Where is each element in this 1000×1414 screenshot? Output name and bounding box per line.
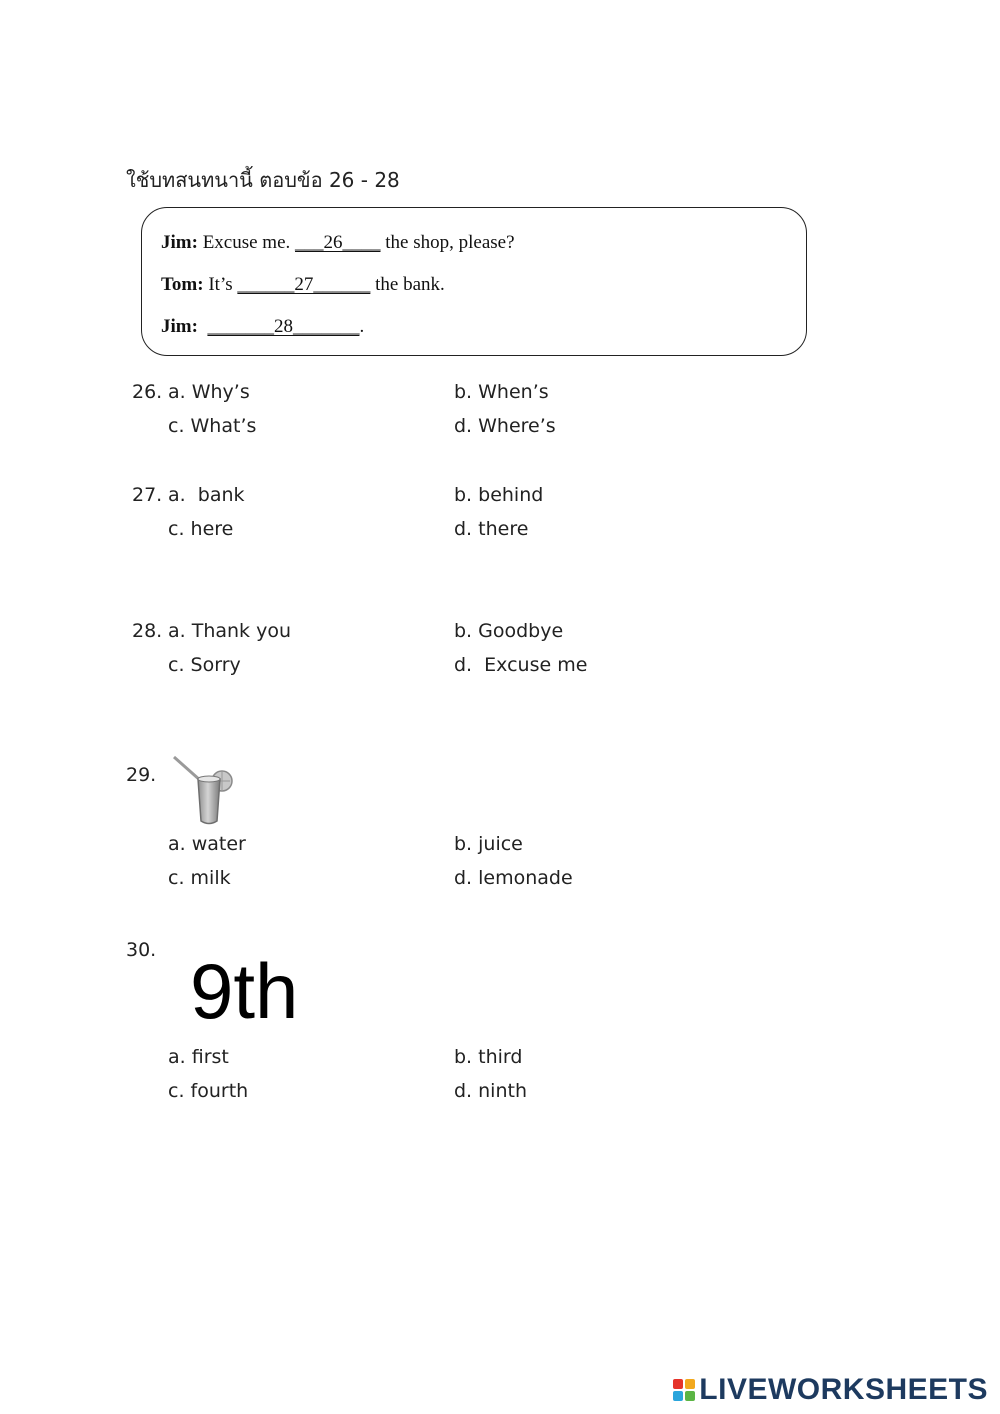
dialog-text: the shop, please? xyxy=(380,232,515,253)
dialog-line-1 xyxy=(161,232,515,254)
q28-option-c[interactable]: c. Sorry xyxy=(168,654,241,676)
logo-text: LIVEWORKSHEETS xyxy=(699,1373,988,1406)
q28-option-a[interactable]: a. Thank you xyxy=(168,620,292,642)
q30-option-c[interactable]: c. fourth xyxy=(168,1080,249,1102)
q26-option-c[interactable]: c. What’s xyxy=(168,415,257,437)
dialog-speaker: Jim: xyxy=(161,232,198,253)
q26-option-b[interactable]: b. When’s xyxy=(454,381,549,403)
q30-option-d[interactable]: d. ninth xyxy=(454,1080,527,1102)
blank-27[interactable]: ______27______ xyxy=(237,274,371,295)
dialog-line-2 xyxy=(161,274,445,296)
q30-option-b[interactable]: b. third xyxy=(454,1046,523,1068)
q30-option-a[interactable]: a. first xyxy=(168,1046,229,1068)
dialog-text: It’s xyxy=(203,274,238,295)
dialog-speaker: Jim: xyxy=(161,316,198,337)
q26-option-d[interactable]: d. Where’s xyxy=(454,415,556,437)
dialog-text: . xyxy=(359,316,365,337)
blank-26[interactable]: ___26____ xyxy=(295,232,381,253)
question-number-26: 26. xyxy=(132,381,163,403)
dialog-speaker: Tom: xyxy=(161,274,204,295)
liveworksheets-logo[interactable] xyxy=(673,1373,988,1407)
q27-option-d[interactable]: d. there xyxy=(454,518,529,540)
ordinal-prompt: 9th xyxy=(190,947,299,1035)
dialog-text: Excuse me. xyxy=(197,232,296,253)
question-number-27: 27. xyxy=(132,484,163,506)
instruction-text: ใช้บทสนทนานี้ ตอบข้อ 26 - 28 xyxy=(126,168,400,192)
question-number-29: 29. xyxy=(126,764,157,786)
q27-option-c[interactable]: c. here xyxy=(168,518,234,540)
q29-option-d[interactable]: d. lemonade xyxy=(454,867,573,889)
q26-option-a[interactable]: a. Why’s xyxy=(168,381,250,403)
blank-28[interactable]: _______28_______ xyxy=(207,316,360,337)
question-number-28: 28. xyxy=(132,620,163,642)
q28-option-b[interactable]: b. Goodbye xyxy=(454,620,564,642)
q27-option-a[interactable]: a. bank xyxy=(168,484,245,506)
q29-option-a[interactable]: a. water xyxy=(168,833,246,855)
question-number-30: 30. xyxy=(126,939,157,961)
logo-blocks-icon xyxy=(673,1379,695,1401)
q29-option-c[interactable]: c. milk xyxy=(168,867,231,889)
dialog-line-3 xyxy=(161,316,364,338)
q29-option-b[interactable]: b. juice xyxy=(454,833,523,855)
q27-option-b[interactable]: b. behind xyxy=(454,484,544,506)
dialog-text xyxy=(198,316,208,337)
q28-option-d[interactable]: d. Excuse me xyxy=(454,654,588,676)
lemonade-glass-icon xyxy=(170,755,236,827)
dialog-text: the bank. xyxy=(370,274,445,295)
